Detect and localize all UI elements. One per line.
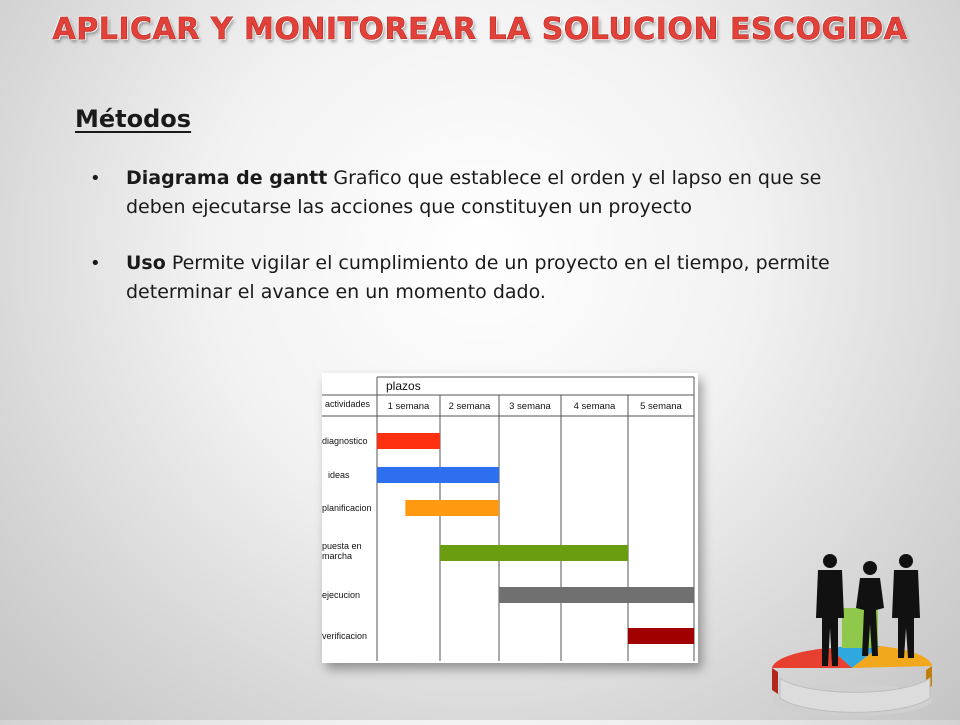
gantt-task-label: planificacion: [322, 503, 372, 513]
bullet-term: Uso: [126, 252, 166, 274]
business-people-illustration: [760, 548, 960, 720]
bullet-item-uso: [90, 249, 850, 307]
gantt-bar: [628, 628, 694, 644]
gantt-bar: [377, 467, 499, 483]
gantt-bar: [405, 500, 499, 516]
gantt-task-label: puesta en: [322, 541, 362, 551]
gantt-column-label: 4 semana: [573, 401, 616, 412]
gantt-task-label: marcha: [322, 551, 353, 561]
gantt-bar: [499, 587, 694, 603]
gantt-chart: [322, 373, 698, 663]
gantt-task-label: ejecucion: [322, 590, 361, 600]
gantt-bar: [377, 433, 440, 449]
bullet-dot-icon: •: [90, 253, 101, 274]
slide-title: APLICAR Y MONITOREAR LA SOLUCION ESCOGIDA: [52, 12, 908, 47]
bullet-text: Permite vigilar el cumplimiento de un proyecto en el tiempo, permite determinar el avance en un momento dado.: [126, 252, 830, 303]
bullet-list: [90, 164, 850, 307]
gantt-header-label: plazos: [386, 379, 421, 393]
gantt-task-label: ideas: [328, 470, 350, 480]
gantt-task-label: diagnostico: [322, 436, 368, 446]
business-people-icon: [760, 548, 960, 720]
gantt-column-label: 3 semana: [509, 401, 551, 412]
gantt-chart-svg: [322, 373, 698, 663]
gantt-bar: [440, 545, 628, 561]
bullet-text: Grafico que establece el orden y el lapso en que se deben ejecutarse las acciones que constituyen un proyecto: [126, 167, 822, 218]
bullet-item-gantt: [90, 164, 850, 222]
gantt-row-header: actividades: [325, 399, 371, 409]
bullet-term: Diagrama de gantt: [126, 167, 328, 189]
section-heading: Métodos: [75, 105, 192, 133]
gantt-task-label: verificacion: [322, 631, 368, 641]
gantt-column-label: 2 semana: [448, 401, 491, 412]
gantt-column-label: 1 semana: [387, 401, 430, 412]
gantt-column-label: 5 semana: [640, 401, 682, 412]
bullet-dot-icon: •: [90, 168, 101, 189]
